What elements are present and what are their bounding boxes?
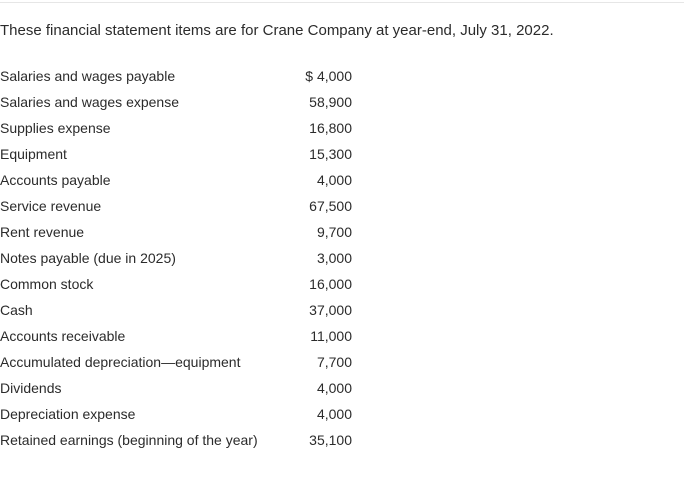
item-amount: 11,000 <box>310 328 352 344</box>
table-row <box>0 351 360 377</box>
item-label: Salaries and wages expense <box>0 94 180 110</box>
item-amount: 16,800 <box>309 120 352 136</box>
item-amount: 4,000 <box>316 380 352 396</box>
item-label: Accumulated depreciation—equipment <box>0 354 241 370</box>
table-row <box>0 247 360 273</box>
item-label: Depreciation expense <box>0 406 136 422</box>
table-row <box>0 143 360 169</box>
item-label: Equipment <box>0 146 67 162</box>
item-amount: 7,700 <box>316 354 352 370</box>
item-label: Service revenue <box>0 198 102 214</box>
table-row <box>0 273 360 299</box>
table-row <box>0 117 360 143</box>
table-row <box>0 195 360 221</box>
financial-items-table <box>0 65 360 455</box>
table-row <box>0 221 360 247</box>
table-row <box>0 299 360 325</box>
item-label: Common stock <box>0 276 94 292</box>
table-row <box>0 65 360 91</box>
item-amount: 4,000 <box>316 172 352 188</box>
table-row <box>0 91 360 117</box>
item-amount: 67,500 <box>309 198 352 214</box>
table-row <box>0 429 360 455</box>
intro-text: These financial statement items are for Crane Company at year-end, July 31, 2022. <box>0 22 554 39</box>
item-amount: 3,000 <box>316 250 352 266</box>
item-label: Rent revenue <box>0 224 85 240</box>
table-row <box>0 403 360 429</box>
item-label: Accounts payable <box>0 172 111 188</box>
item-label: Salaries and wages payable <box>0 68 176 84</box>
item-label: Accounts receivable <box>0 328 126 344</box>
item-amount: $ 4,000 <box>305 68 352 84</box>
item-label: Notes payable (due in 2025) <box>0 250 176 266</box>
item-label: Supplies expense <box>0 120 111 136</box>
item-label: Retained earnings (beginning of the year) <box>0 432 258 448</box>
item-amount: 58,900 <box>309 94 352 110</box>
table-row <box>0 325 360 351</box>
item-amount: 9,700 <box>316 224 352 240</box>
item-label: Cash <box>0 302 33 318</box>
item-amount: 15,300 <box>309 146 352 162</box>
table-row <box>0 169 360 195</box>
item-label: Dividends <box>0 380 62 396</box>
item-amount: 37,000 <box>309 302 352 318</box>
item-amount: 4,000 <box>316 406 352 422</box>
table-row <box>0 377 360 403</box>
item-amount: 16,000 <box>309 276 352 292</box>
item-amount: 35,100 <box>309 432 352 448</box>
top-divider <box>0 2 684 3</box>
